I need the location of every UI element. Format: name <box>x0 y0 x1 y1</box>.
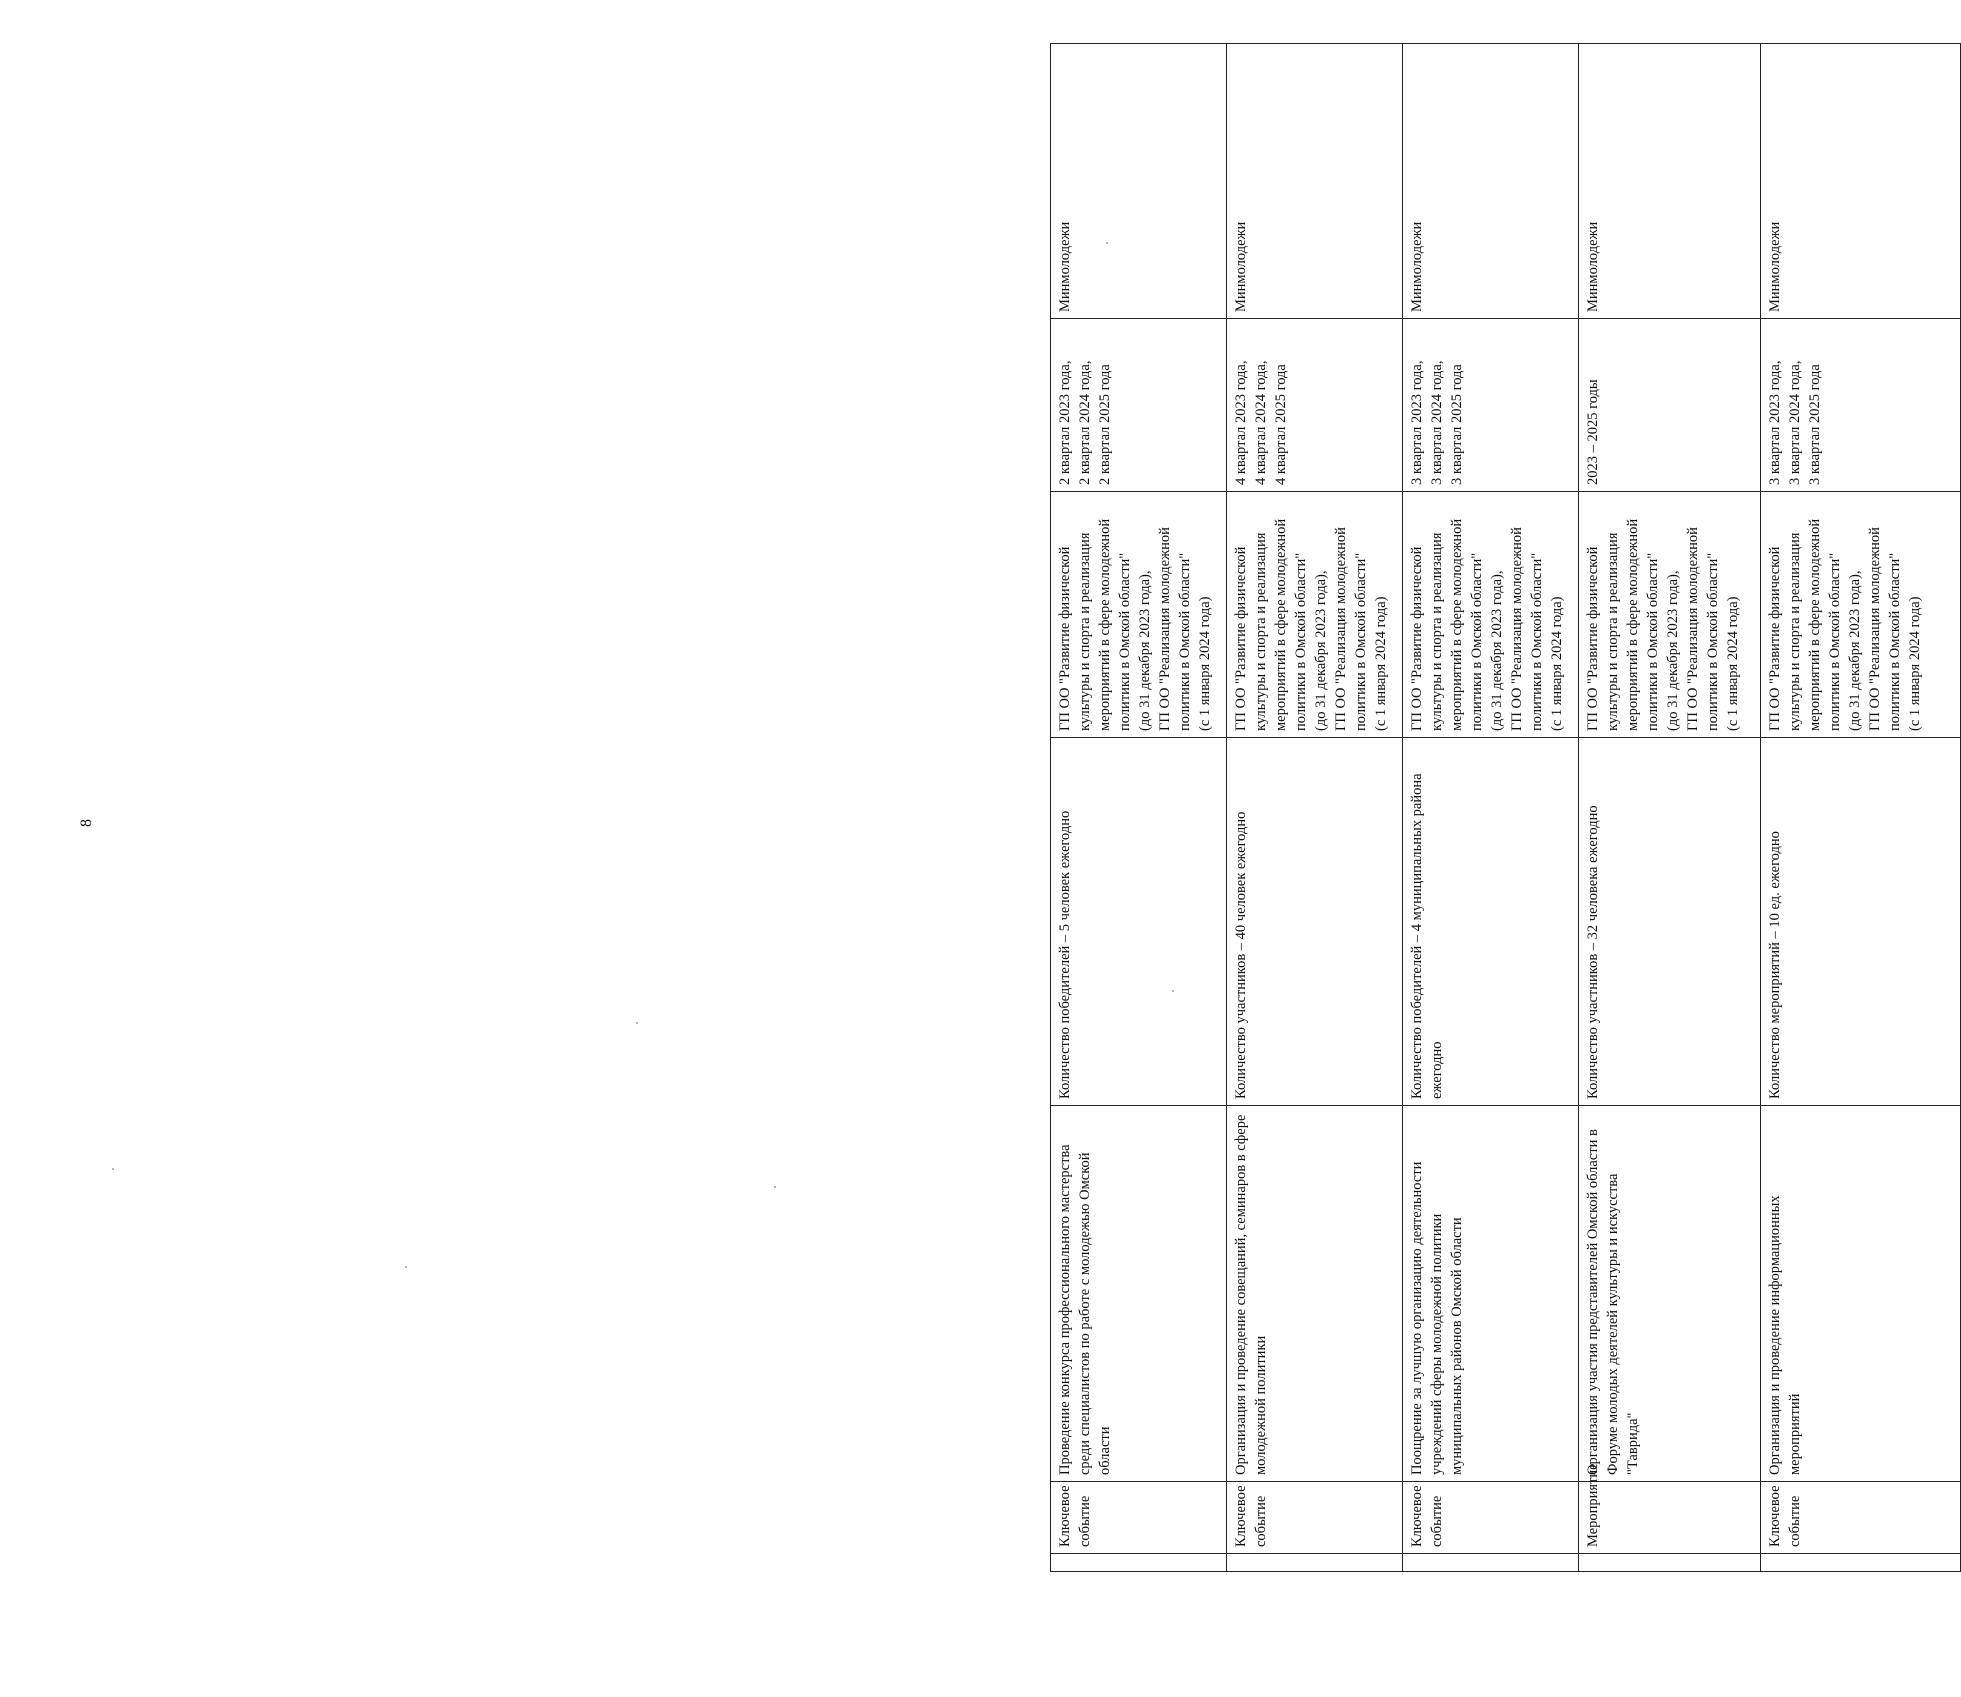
row-number-cell <box>1579 1554 1761 1572</box>
table-row <box>1227 44 1403 1572</box>
event-name-cell: Поощрение за лучшую организацию деятельности учреждений сферы молодежной политики муниципальных районов Омской области <box>1403 1106 1579 1482</box>
event-name-cell: Проведение конкурса профессионального мастерства среди специалистов по работе с молодежью Омской области <box>1051 1106 1227 1482</box>
indicator-cell: Количество победителей – 4 муниципальных района ежегодно <box>1403 738 1579 1106</box>
period-cell: 3 квартал 2023 года, 3 квартал 2024 года, 3 квартал 2025 года <box>1761 319 1961 492</box>
source-cell: ГП ОО "Развитие физической культуры и спорта и реализация мероприятий в сфере молодежной политики в Омской области" (до 31 декабря 2023 года), ГП ОО "Реализация молодежной политики в Омской области" (с 1 января 2024 года) <box>1227 492 1403 738</box>
event-name-cell: Организация и проведение совещаний, семинаров в сфере молодежной политики <box>1227 1106 1403 1482</box>
row-number-cell <box>1403 1554 1579 1572</box>
event-type-cell: Ключевое событие <box>1051 1482 1227 1554</box>
period-cell: 2 квартал 2023 года, 2 квартал 2024 года, 2 квартал 2025 года <box>1051 319 1227 492</box>
scan-speck <box>1172 990 1174 992</box>
scan-speck <box>405 1266 407 1268</box>
scan-speck <box>774 1186 776 1188</box>
period-cell: 3 квартал 2023 года, 3 квартал 2024 года, 3 квартал 2025 года <box>1403 319 1579 492</box>
page-number: 8 <box>78 819 95 827</box>
scan-speck <box>636 1022 638 1024</box>
executor-cell: Минмолодежи <box>1051 44 1227 319</box>
events-table <box>1050 43 1961 1572</box>
indicator-cell: Количество участников – 32 человека ежегодно <box>1579 738 1761 1106</box>
scan-speck <box>112 1168 114 1170</box>
event-type-cell: Мероприятие <box>1579 1482 1761 1554</box>
source-cell: ГП ОО "Развитие физической культуры и спорта и реализация мероприятий в сфере молодежной политики в Омской области" (до 31 декабря 2023 года), ГП ОО "Реализация молодежной политики в Омской области" (с 1 января 2024 года) <box>1403 492 1579 738</box>
event-type-cell: Ключевое событие <box>1403 1482 1579 1554</box>
source-cell: ГП ОО "Развитие физической культуры и спорта и реализация мероприятий в сфере молодежной политики в Омской области" (до 31 декабря 2023 года), ГП ОО "Реализация молодежной политики в Омской области" (с 1 января 2024 года) <box>1051 492 1227 738</box>
indicator-cell: Количество мероприятий – 10 ед. ежегодно <box>1761 738 1961 1106</box>
source-cell: ГП ОО "Развитие физической культуры и спорта и реализация мероприятий в сфере молодежной политики в Омской области" (до 31 декабря 2023 года), ГП ОО "Реализация молодежной политики в Омской области" (с 1 января 2024 года) <box>1579 492 1761 738</box>
indicator-cell: Количество победителей – 5 человек ежегодно <box>1051 738 1227 1106</box>
event-type-cell: Ключевое событие <box>1227 1482 1403 1554</box>
executor-cell: Минмолодежи <box>1403 44 1579 319</box>
row-number-cell <box>1227 1554 1403 1572</box>
executor-cell: Минмолодежи <box>1579 44 1761 319</box>
table-row <box>1761 44 1961 1572</box>
source-cell: ГП ОО "Развитие физической культуры и спорта и реализация мероприятий в сфере молодежной политики в Омской области" (до 31 декабря 2023 года), ГП ОО "Реализация молодежной политики в Омской области" (с 1 января 2024 года) <box>1761 492 1961 738</box>
event-name-cell: Организация участия представителей Омской области в Форуме молодых деятелей культуры и искусства "Таврида" <box>1579 1106 1761 1482</box>
executor-cell: Минмолодежи <box>1761 44 1961 319</box>
event-type-cell: Ключевое событие <box>1761 1482 1961 1554</box>
event-name-cell: Организация и проведение информационных мероприятий <box>1761 1106 1961 1482</box>
table-row <box>1579 44 1761 1572</box>
executor-cell: Минмолодежи <box>1227 44 1403 319</box>
table-row <box>1051 44 1227 1572</box>
table-row <box>1403 44 1579 1572</box>
row-number-cell <box>1761 1554 1961 1572</box>
scan-speck <box>1106 242 1108 244</box>
period-cell: 4 квартал 2023 года, 4 квартал 2024 года, 4 квартал 2025 года <box>1227 319 1403 492</box>
indicator-cell: Количество участников – 40 человек ежегодно <box>1227 738 1403 1106</box>
row-number-cell <box>1051 1554 1227 1572</box>
period-cell: 2023 – 2025 годы <box>1579 319 1761 492</box>
